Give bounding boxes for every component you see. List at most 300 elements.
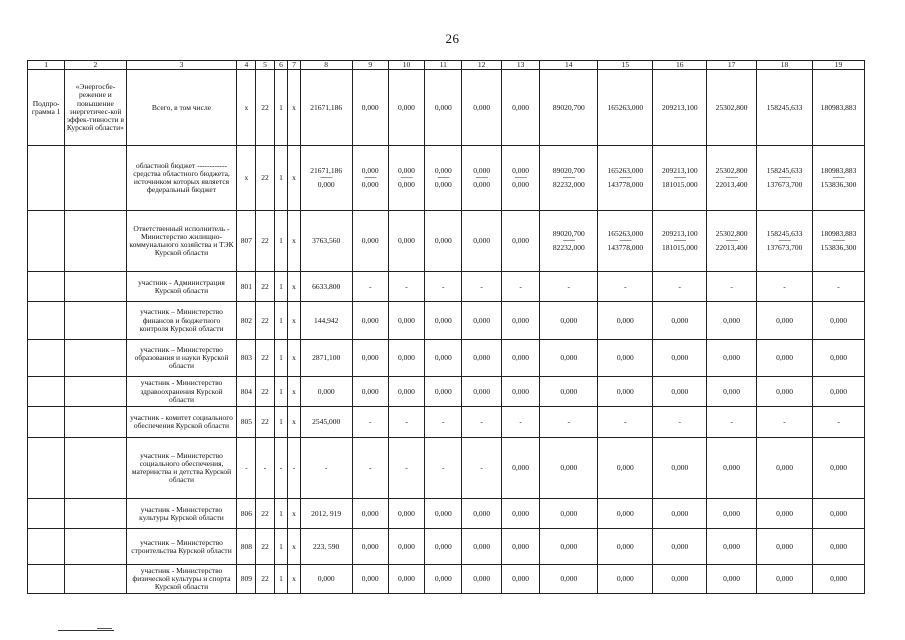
value-cell: -	[757, 272, 813, 302]
page-number: 26	[445, 31, 460, 46]
value-cell: 89020,700	[540, 70, 598, 146]
value-cell: 0,000	[653, 340, 707, 377]
empty-cell	[65, 302, 126, 340]
value-cell: -	[425, 438, 462, 499]
code-cell: 1	[274, 407, 287, 438]
value-cell: 0,000	[540, 302, 598, 340]
column-number-19: 19	[813, 61, 865, 70]
code-cell: 22	[256, 407, 275, 438]
code-cell: х	[288, 407, 300, 438]
empty-cell	[28, 377, 65, 407]
value-top: 89020,700	[552, 229, 585, 238]
value-cell	[388, 146, 424, 211]
value-cell: -	[653, 272, 707, 302]
empty-cell	[28, 438, 65, 499]
value-top: 209213,100	[661, 166, 698, 175]
value-bottom: 153836,300	[820, 243, 857, 253]
value-cell: 0,000	[501, 70, 539, 146]
subprogram-label: Подпро-грамма 1	[28, 70, 65, 146]
code-cell: 805	[237, 407, 256, 438]
value-cell: 0,000	[462, 529, 501, 565]
value-cell	[707, 211, 757, 272]
value-cell: 0,000	[388, 565, 424, 594]
column-number-17: 17	[707, 61, 757, 70]
value-cell: -	[462, 272, 501, 302]
value-cell: 25302,800	[707, 70, 757, 146]
value-bottom: 0,000	[317, 180, 335, 190]
value-top: 0,000	[473, 166, 491, 175]
value-bottom: 181015,000	[661, 243, 698, 253]
value-cell: 0,000	[352, 377, 388, 407]
code-cell: х	[288, 377, 300, 407]
empty-cell	[65, 146, 126, 211]
empty-cell	[28, 407, 65, 438]
row-description: участник – Министерство социального обеспечения, материнства и детства Курской области	[126, 438, 237, 499]
value-cell: -	[707, 272, 757, 302]
value-cell: -	[501, 407, 539, 438]
code-cell: 1	[274, 70, 287, 146]
value-cell: -	[653, 407, 707, 438]
value-divider: --------	[437, 175, 450, 182]
code-cell: 22	[256, 499, 275, 529]
value-cell: 0,000	[540, 529, 598, 565]
value-cell: 0,000	[707, 529, 757, 565]
value-cell: 0,000	[501, 499, 539, 529]
code-cell: -	[274, 438, 287, 499]
value-divider: --------	[673, 175, 686, 182]
empty-cell	[28, 499, 65, 529]
value-cell: 0,000	[300, 377, 352, 407]
value-bottom: 0,000	[398, 180, 415, 190]
empty-cell	[65, 377, 126, 407]
value-bottom: 22013,400	[715, 243, 748, 253]
value-bottom: 0,000	[434, 180, 452, 190]
table-row	[28, 302, 865, 340]
value-cell: 0,000	[388, 529, 424, 565]
value-cell: 0,000	[653, 302, 707, 340]
code-cell: 22	[256, 146, 275, 211]
value-cell: 0,000	[813, 377, 865, 407]
value-cell: 0,000	[462, 211, 501, 272]
value-bottom: 137673,700	[766, 243, 803, 253]
code-cell: 1	[274, 565, 287, 594]
table-row	[28, 438, 865, 499]
value-cell: -	[388, 438, 424, 499]
value-cell: -	[388, 407, 424, 438]
value-cell: -	[352, 407, 388, 438]
column-number-6: 6	[274, 61, 287, 70]
column-number-8: 8	[300, 61, 352, 70]
code-cell: 1	[274, 302, 287, 340]
value-cell	[707, 146, 757, 211]
column-number-1: 1	[28, 61, 65, 70]
value-divider: --------	[562, 238, 575, 245]
value-cell: 0,000	[352, 565, 388, 594]
value-cell: 2871,100	[300, 340, 352, 377]
code-cell: 22	[256, 565, 275, 594]
code-cell: -	[288, 438, 300, 499]
code-cell: х	[288, 272, 300, 302]
value-top: 165263,000	[607, 166, 644, 175]
code-cell: 806	[237, 499, 256, 529]
code-cell: 801	[237, 272, 256, 302]
value-cell: -	[598, 272, 653, 302]
value-cell	[540, 146, 598, 211]
code-cell: х	[288, 70, 300, 146]
value-cell	[300, 146, 352, 211]
value-divider: --------	[778, 175, 791, 182]
row-description: Ответственный исполнитель - Министерство жилищно-коммунального хозяйства и ТЭК Курской области	[126, 211, 237, 272]
value-cell: -	[813, 407, 865, 438]
value-cell: 0,000	[598, 565, 653, 594]
value-cell: 0,000	[540, 565, 598, 594]
value-cell: 0,000	[425, 302, 462, 340]
empty-cell	[65, 529, 126, 565]
value-cell: 0,000	[813, 340, 865, 377]
value-cell: 0,000	[425, 211, 462, 272]
value-cell: 0,000	[388, 340, 424, 377]
value-cell: 0,000	[425, 499, 462, 529]
column-number-10: 10	[388, 61, 424, 70]
value-divider: --------	[400, 175, 413, 182]
value-cell: 2012, 919	[300, 499, 352, 529]
value-divider: --------	[832, 175, 845, 182]
value-cell: 0,000	[501, 438, 539, 499]
column-number-3: 3	[126, 61, 237, 70]
value-cell: 0,000	[425, 529, 462, 565]
value-cell: 0,000	[653, 438, 707, 499]
value-cell: -	[813, 272, 865, 302]
value-cell: 0,000	[388, 70, 424, 146]
empty-cell	[28, 302, 65, 340]
footnote-rule-mark	[97, 628, 112, 629]
row-description: Всего, в том числе	[126, 70, 237, 146]
value-cell: 0,000	[707, 438, 757, 499]
table-row	[28, 529, 865, 565]
value-cell: 0,000	[813, 529, 865, 565]
value-cell: -	[462, 407, 501, 438]
value-cell	[501, 146, 539, 211]
value-cell: 0,000	[707, 377, 757, 407]
value-cell: 0,000	[462, 565, 501, 594]
table-row	[28, 499, 865, 529]
value-cell: -	[540, 407, 598, 438]
table-row	[28, 377, 865, 407]
table-row	[28, 146, 865, 211]
value-divider: --------	[364, 175, 377, 182]
value-cell	[757, 146, 813, 211]
value-top: 21671,186	[310, 166, 343, 175]
value-cell: 0,000	[501, 302, 539, 340]
empty-cell	[65, 340, 126, 377]
table-row	[28, 340, 865, 377]
value-cell: 0,000	[388, 377, 424, 407]
value-cell: 0,000	[598, 302, 653, 340]
row-description: участник – Министерство строительства Курской области	[126, 529, 237, 565]
code-cell: -	[237, 438, 256, 499]
budget-table	[27, 60, 865, 594]
value-cell: 0,000	[598, 377, 653, 407]
value-cell: 21671,186	[300, 70, 352, 146]
value-cell: 0,000	[653, 377, 707, 407]
code-cell: 1	[274, 272, 287, 302]
value-divider: --------	[725, 175, 738, 182]
code-cell: 22	[256, 211, 275, 272]
value-cell: 0,000	[501, 340, 539, 377]
value-cell: -	[388, 272, 424, 302]
value-cell	[598, 146, 653, 211]
empty-cell	[65, 565, 126, 594]
column-number-15: 15	[598, 61, 653, 70]
value-divider: --------	[320, 175, 333, 182]
value-cell: 0,000	[501, 377, 539, 407]
empty-cell	[28, 565, 65, 594]
value-cell: 0,000	[707, 302, 757, 340]
code-cell: 809	[237, 565, 256, 594]
value-top: 0,000	[434, 166, 452, 175]
code-cell: 22	[256, 70, 275, 146]
empty-cell	[65, 211, 126, 272]
code-cell: 807	[237, 211, 256, 272]
value-cell: -	[598, 407, 653, 438]
value-cell: 0,000	[813, 302, 865, 340]
value-cell: 0,000	[388, 499, 424, 529]
code-cell: 1	[274, 340, 287, 377]
row-description: участник - Министерство физической культуры и спорта Курской области	[126, 565, 237, 594]
table-row	[28, 272, 865, 302]
value-cell: 0,000	[757, 438, 813, 499]
value-cell: 0,000	[425, 340, 462, 377]
code-cell: 1	[274, 529, 287, 565]
value-cell: 3763,560	[300, 211, 352, 272]
value-bottom: 137673,700	[766, 180, 803, 190]
column-number-5: 5	[256, 61, 275, 70]
code-cell: 22	[256, 302, 275, 340]
value-cell: 0,000	[813, 438, 865, 499]
value-cell: 0,000	[540, 438, 598, 499]
value-cell: 0,000	[540, 377, 598, 407]
column-number-7: 7	[288, 61, 300, 70]
code-cell: 1	[274, 377, 287, 407]
row-description: участник - Администрация Курской области	[126, 272, 237, 302]
value-top: 158245,633	[766, 229, 803, 238]
code-cell: 802	[237, 302, 256, 340]
value-cell	[653, 211, 707, 272]
value-top: 25302,800	[715, 229, 748, 238]
value-cell: -	[707, 407, 757, 438]
column-number-11: 11	[425, 61, 462, 70]
value-cell: 0,000	[425, 377, 462, 407]
value-cell: 0,000	[707, 565, 757, 594]
value-bottom: 0,000	[512, 180, 529, 190]
value-bottom: 0,000	[361, 180, 379, 190]
value-top: 0,000	[512, 166, 529, 175]
value-cell: 0,000	[757, 499, 813, 529]
value-cell: -	[540, 272, 598, 302]
value-divider: --------	[673, 238, 686, 245]
code-cell: 808	[237, 529, 256, 565]
value-cell: 180983,883	[813, 70, 865, 146]
code-cell: 22	[256, 340, 275, 377]
value-cell: 0,000	[425, 70, 462, 146]
column-number-12: 12	[462, 61, 501, 70]
row-description: участник - Министерство здравоохранения Курской области	[126, 377, 237, 407]
value-cell	[813, 211, 865, 272]
value-cell: -	[757, 407, 813, 438]
value-cell: 144,942	[300, 302, 352, 340]
value-cell: 0,000	[757, 565, 813, 594]
value-cell: 165263,000	[598, 70, 653, 146]
row-description: участник – Министерство образования и науки Курской области	[126, 340, 237, 377]
value-cell: 0,000	[462, 377, 501, 407]
code-cell: х	[288, 302, 300, 340]
table-row	[28, 211, 865, 272]
value-cell: 0,000	[653, 565, 707, 594]
value-cell	[598, 211, 653, 272]
code-cell: х	[288, 146, 300, 211]
value-cell	[813, 146, 865, 211]
subprogram-name: «Энергосбе-режение и повышение энергетичес-кой эффек-тивности в Курской области»	[65, 70, 126, 146]
value-cell: 0,000	[388, 211, 424, 272]
value-divider: --------	[475, 175, 488, 182]
empty-cell	[28, 211, 65, 272]
table-row	[28, 565, 865, 594]
value-top: 158245,633	[766, 166, 803, 175]
value-cell: 0,000	[598, 438, 653, 499]
value-divider: --------	[619, 175, 632, 182]
value-cell: -	[462, 438, 501, 499]
footnote-rule	[58, 630, 114, 631]
value-bottom: 0,000	[473, 180, 491, 190]
value-cell: 0,000	[757, 529, 813, 565]
value-cell: -	[300, 438, 352, 499]
code-cell: 22	[256, 529, 275, 565]
code-cell: 1	[274, 211, 287, 272]
value-cell: 0,000	[653, 499, 707, 529]
value-bottom: 143778,000	[607, 243, 644, 253]
value-cell: 0,000	[462, 340, 501, 377]
value-cell: 0,000	[598, 340, 653, 377]
code-cell: -	[256, 438, 275, 499]
empty-cell	[28, 529, 65, 565]
row-description: участник - Министерство культуры Курской области	[126, 499, 237, 529]
value-cell: 0,000	[300, 565, 352, 594]
value-top: 180983,883	[820, 166, 857, 175]
value-cell	[653, 146, 707, 211]
column-number-row	[28, 61, 865, 70]
code-cell: 1	[274, 499, 287, 529]
value-cell: 223, 590	[300, 529, 352, 565]
value-cell: 0,000	[501, 529, 539, 565]
value-cell: 0,000	[352, 70, 388, 146]
value-cell: 0,000	[813, 565, 865, 594]
value-cell: 6633,800	[300, 272, 352, 302]
value-cell: 0,000	[352, 499, 388, 529]
value-top: 0,000	[398, 166, 415, 175]
value-bottom: 82232,000	[552, 180, 585, 190]
value-cell: -	[425, 407, 462, 438]
value-divider: --------	[725, 238, 738, 245]
column-number-13: 13	[501, 61, 539, 70]
value-cell	[425, 146, 462, 211]
empty-cell	[28, 272, 65, 302]
value-top: 25302,800	[715, 166, 748, 175]
value-cell	[757, 211, 813, 272]
value-cell: 0,000	[501, 211, 539, 272]
value-cell: 0,000	[540, 499, 598, 529]
code-cell: х	[237, 146, 256, 211]
code-cell: х	[237, 70, 256, 146]
value-cell: 0,000	[707, 499, 757, 529]
value-divider: --------	[514, 175, 527, 182]
code-cell: х	[288, 211, 300, 272]
value-cell: 0,000	[598, 529, 653, 565]
row-description: участник - комитет социального обеспечения Курской области	[126, 407, 237, 438]
value-bottom: 143778,000	[607, 180, 644, 190]
value-cell: 0,000	[352, 340, 388, 377]
value-top: 165263,000	[607, 229, 644, 238]
value-top: 0,000	[361, 166, 379, 175]
value-cell: -	[501, 272, 539, 302]
value-cell: 0,000	[757, 340, 813, 377]
value-cell	[462, 146, 501, 211]
value-top: 89020,700	[552, 166, 585, 175]
value-cell: 0,000	[352, 211, 388, 272]
value-cell: 0,000	[813, 499, 865, 529]
value-cell: 0,000	[425, 565, 462, 594]
column-number-14: 14	[540, 61, 598, 70]
value-divider: --------	[832, 238, 845, 245]
value-cell	[352, 146, 388, 211]
value-cell: 0,000	[352, 302, 388, 340]
value-cell: 0,000	[462, 499, 501, 529]
empty-cell	[65, 499, 126, 529]
value-divider: --------	[562, 175, 575, 182]
value-top: 209213,100	[661, 229, 698, 238]
row-description: участник – Министерство финансов и бюджетного контроля Курской области	[126, 302, 237, 340]
value-cell: 0,000	[462, 302, 501, 340]
empty-cell	[28, 340, 65, 377]
value-bottom: 82232,000	[552, 243, 585, 253]
value-cell: -	[352, 438, 388, 499]
value-cell: 0,000	[352, 529, 388, 565]
value-cell: 0,000	[540, 340, 598, 377]
table-row	[28, 407, 865, 438]
column-number-4: 4	[237, 61, 256, 70]
code-cell: х	[288, 340, 300, 377]
code-cell: 22	[256, 377, 275, 407]
value-cell: 0,000	[598, 499, 653, 529]
column-number-16: 16	[653, 61, 707, 70]
value-bottom: 153836,300	[820, 180, 857, 190]
value-bottom: 181015,000	[661, 180, 698, 190]
code-cell: х	[288, 565, 300, 594]
empty-cell	[65, 272, 126, 302]
column-number-9: 9	[352, 61, 388, 70]
value-cell: 158245,633	[757, 70, 813, 146]
code-cell: 803	[237, 340, 256, 377]
column-number-18: 18	[757, 61, 813, 70]
value-cell: 0,000	[462, 70, 501, 146]
value-cell: -	[352, 272, 388, 302]
value-cell: 0,000	[388, 302, 424, 340]
value-divider: --------	[619, 238, 632, 245]
value-cell: 0,000	[707, 340, 757, 377]
code-cell: 804	[237, 377, 256, 407]
row-description: областной бюджет ------------ средства областного бюджета, источником которых является федеральный бюджет	[126, 146, 237, 211]
code-cell: 1	[274, 146, 287, 211]
value-divider: --------	[778, 238, 791, 245]
